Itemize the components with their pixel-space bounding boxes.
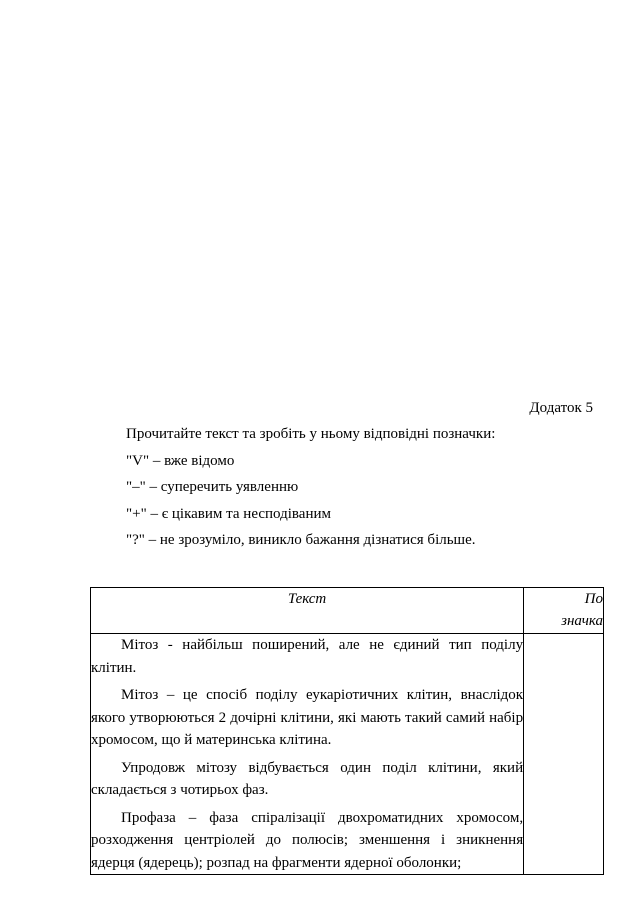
legend-item-interesting: "+" – є цікавим та несподіваним — [126, 505, 332, 522]
table-body-row — [91, 634, 604, 875]
header-mark-label-line1: По — [584, 591, 603, 607]
legend-item-known: "V" – вже відомо — [126, 452, 235, 469]
text-paragraph-2: Мітоз – це спосіб поділу еукаріотичних клітин, внаслідок якого утворюються 2 дочірні клітини, які мають такий самий набір хромосом, що й материнська клітина. — [91, 687, 524, 748]
instructions-block — [126, 424, 606, 557]
text-paragraph-1: Мітоз - найбільш поширений, але не єдиний тип поділу клітин. — [91, 637, 524, 676]
appendix-label: Додаток 5 — [529, 400, 593, 416]
table-header-row — [91, 588, 604, 634]
marking-table — [90, 587, 604, 875]
header-text-label: Текст — [287, 591, 327, 607]
text-paragraph-4: Профаза – фаза спіралізації двохроматидних хромосом, розходження центріолей до полюсів; зменшення і зникнення ядерця (ядерець); розпад на фрагменти ядерної оболонки; — [91, 809, 524, 871]
instructions-intro: Прочитайте текст та зробіть у ньому відповідні позначки: — [126, 426, 496, 442]
header-mark-label-line2: значка — [561, 613, 603, 629]
legend-item-unclear: "?" – не зрозуміло, виникло бажання дізнатися більше. — [126, 532, 476, 549]
header-text-cell — [91, 588, 524, 634]
mark-cell[interactable] — [524, 634, 604, 875]
legend-item-contradicts: "–" – суперечить уявленню — [126, 479, 299, 496]
text-cell — [91, 634, 524, 875]
header-mark-cell — [524, 588, 604, 634]
text-paragraph-3: Упродовж мітозу відбувається один поділ клітини, який складається з чотирьох фаз. — [91, 759, 524, 798]
